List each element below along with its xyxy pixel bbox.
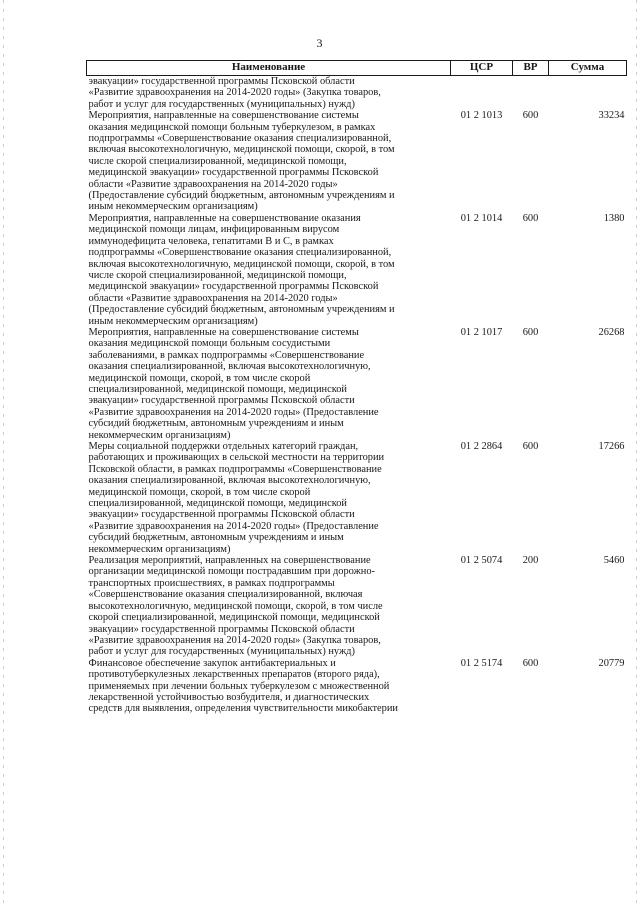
row-csr: 01 2 2864 — [460, 441, 503, 452]
row-vr: 600 — [522, 326, 539, 338]
header-csr: ЦСР — [451, 61, 513, 76]
table-header-row — [87, 61, 627, 76]
header-vr: ВР — [513, 61, 549, 76]
row-csr: 01 2 1017 — [460, 326, 503, 338]
row-vr: 200 — [522, 555, 539, 567]
header-sum: Сумма — [549, 61, 627, 76]
row-sum: 5460 — [603, 555, 625, 567]
row-sum: 33234 — [598, 110, 625, 122]
row-name: Мероприятия, направленные на совершенствование оказания медицинской помощи лицам, инфицированным вирусом иммунодефицита человека, гепатитами В и С, в рамках подпрограммы «Совершенствование оказания специализированной, включая высокотехнологичную, медицинской помощи, скорой, в том числе скорой специализированной, медицинской помощи, медицинской эвакуации» государственной программы Псковской области «Развитие здравоохранения на 2014-2020 годы» (Предоставление субсидий бюджетным, автономным учреждениям и иным некоммерческим организациям) — [88, 212, 395, 327]
row-name: Реализация мероприятий, направленных на совершенствование организации медицинской помощи пострадавшим при дорожно- транспортных происшествиях, в рамках подпрограммы «Совершенствование оказания специализированной, включая высокотехнологичную, медицинской помощи, скорой, в том числе скорой специализированной, медицинской помощи, медицинской эвакуации» государственной программы Псковской области «Развитие здравоохранения на 2014-2020 годы» (Закупка товаров, работ и услуг для государственных (муниципальных) нужд) — [88, 555, 383, 658]
table-row — [87, 213, 627, 327]
row-name: Финансовое обеспечение закупок антибактериальных и противотуберкулезных лекарственных препаратов (второго ряда), применяемых при лечении больных туберкулезом с множественной лекарственной устойчивостью возбудителя, и диагностических средств для выявления, определения чувствительности микобактерии — [88, 657, 398, 715]
row-vr: 600 — [522, 441, 539, 452]
row-vr: 600 — [522, 110, 539, 122]
row-csr: 01 2 1014 — [460, 212, 503, 224]
table-row — [87, 327, 627, 441]
row-csr: 01 2 1013 — [460, 110, 503, 122]
table-row — [87, 555, 627, 658]
header-name: Наименование — [87, 61, 451, 76]
row-name: Мероприятия, направленные на совершенствование системы оказания медицинской помощи больным сосудистыми заболеваниями, в рамках подпрограммы «Совершенствование оказания специализированной, включая высокотехнологичную, медицинской помощи, скорой, в том числе скорой специализированной, медицинской помощи, медицинской эвакуации» государственной программы Псковской области «Развитие здравоохранения на 2014-2020 годы» (Предоставление субсидий бюджетным, автономным учреждениям и иным некоммерческим организациям) — [88, 326, 379, 441]
scan-edge-right — [636, 0, 637, 905]
scan-edge-left — [3, 0, 4, 905]
row-name: эвакуации» государственной программы Псковской области «Развитие здравоохранения на 2014-2020 годы» (Закупка товаров, работ и услуг для государственных (муниципальных) нужд) — [88, 76, 381, 110]
row-sum: 17266 — [598, 441, 625, 452]
table-row — [87, 76, 627, 111]
row-name: Мероприятия, направленные на совершенствование системы оказания медицинской помощи больным туберкулезом, в рамках подпрограммы «Совершенствование оказания специализированной, включая высокотехнологичную, медицинской помощи, скорой, в том числе скорой специализированной, медицинской помощи, медицинской эвакуации» государственной программы Псковской области «Развитие здравоохранения на 2014-2020 годы» (Предоставление субсидий бюджетным, автономным учреждениям и иным некоммерческим организациям) — [88, 110, 395, 213]
row-csr: 01 2 5174 — [460, 657, 503, 669]
row-vr: 600 — [522, 657, 539, 669]
row-vr: 600 — [522, 212, 539, 224]
row-name: Меры социальной поддержки отдельных категорий граждан, работающих и проживающих в сельской местности на территории Псковской области, в рамках подпрограммы «Совершенствование оказания специализированной, включая высокотехнологичную, медицинской помощи, скорой, в том числе скорой специализированной, медицинской помощи, медицинской эвакуации» государственной программы Псковской области «Развитие здравоохранения на 2014-2020 годы» (Предоставление субсидий бюджетным, автономным учреждениям и иным некоммерческим организациям) — [88, 441, 385, 555]
table-row — [87, 441, 627, 555]
row-csr — [451, 76, 513, 111]
table-row — [87, 110, 627, 213]
row-sum: 26268 — [598, 326, 625, 338]
row-sum — [549, 76, 627, 111]
table-row — [87, 658, 627, 715]
row-vr — [513, 76, 549, 111]
row-sum: 20779 — [598, 657, 625, 669]
row-csr: 01 2 5074 — [460, 555, 503, 567]
budget-table — [86, 60, 627, 715]
page-number: 3 — [316, 36, 324, 50]
row-sum: 1380 — [603, 212, 625, 224]
